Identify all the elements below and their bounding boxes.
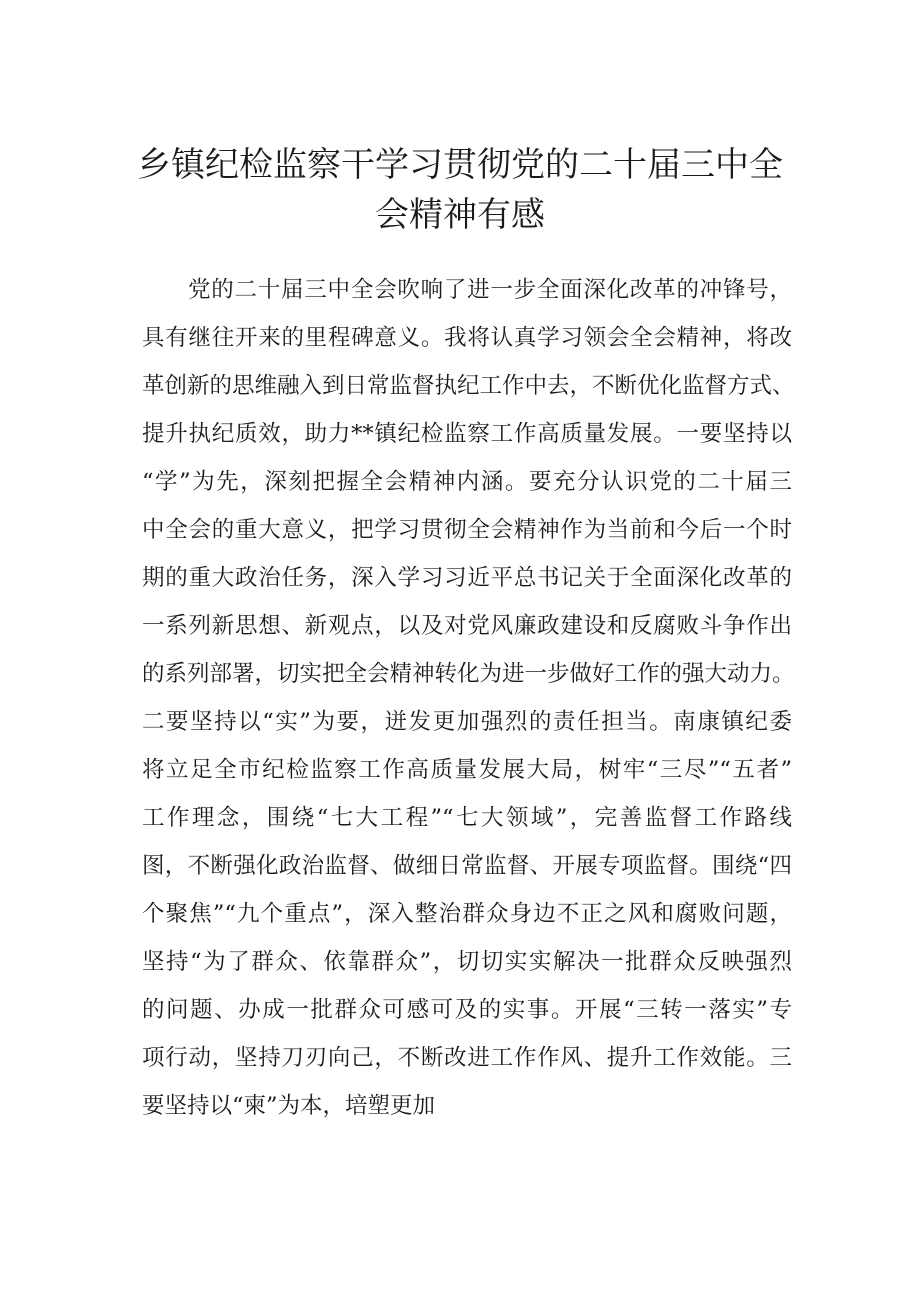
document-title xyxy=(0,140,920,240)
body-line-17: 项行动，坚持刀刃向己，不断改进工作作风、提升工作效能。三 xyxy=(142,1045,792,1071)
body-line-1: 党的二十届三中全会吹响了进一步全面深化改革的冲锋号， xyxy=(188,277,792,303)
body-line-11: 将立足全市纪检监察工作高质量发展大局，树牢“三尽”“五者” xyxy=(142,757,792,783)
body-line-6: 中全会的重大意义，把学习贯彻全会精神作为当前和今后一个时 xyxy=(142,517,792,543)
body-line-18: 要坚持以“柬”为本，培塑更加 xyxy=(142,1093,436,1119)
body-line-15: 坚持“为了群众、依靠群众”，切切实实解决一批群众反映强烈 xyxy=(142,949,792,975)
body-line-12: 工作理念，围绕“七大工程”“七大领域”，完善监督工作路线 xyxy=(142,805,792,831)
body-line-4: 提升执纪质效，助力**镇纪检监察工作高质量发展。一要坚持以 xyxy=(142,421,792,447)
body-line-3: 革创新的思维融入到日常监督执纪工作中去，不断优化监督方式、 xyxy=(142,373,795,399)
body-line-13: 图，不断强化政治监督、做细日常监督、开展专项监督。围绕“四 xyxy=(142,853,792,879)
title-line-1: 乡镇纪检监察干学习贯彻党的二十届三中全 xyxy=(137,145,783,185)
body-line-14: 个聚焦”“九个重点”，深入整治群众身边不正之风和腐败问题， xyxy=(142,901,792,927)
body-line-2: 具有继往开来的里程碑意义。我将认真学习领会全会精神，将改 xyxy=(142,325,792,351)
body-line-8: 一系列新思想、新观点，以及对党风廉政建设和反腐败斗争作出 xyxy=(142,613,792,639)
body-line-10: 二要坚持以“实”为要，迸发更加强烈的责任担当。南康镇纪委 xyxy=(142,709,792,735)
body-line-9: 的系列部署，切实把全会精神转化为进一步做好工作的强大动力。 xyxy=(142,661,795,687)
body-line-5: “学”为先，深刻把握全会精神内涵。要充分认识党的二十届三 xyxy=(142,469,792,495)
title-line-2: 会精神有感 xyxy=(375,195,545,235)
document-body xyxy=(142,266,795,1130)
body-line-16: 的问题、办成一批群众可感可及的实事。开展“三转一落实”专 xyxy=(142,997,792,1023)
body-line-7: 期的重大政治任务，深入学习习近平总书记关于全面深化改革的 xyxy=(142,565,792,591)
